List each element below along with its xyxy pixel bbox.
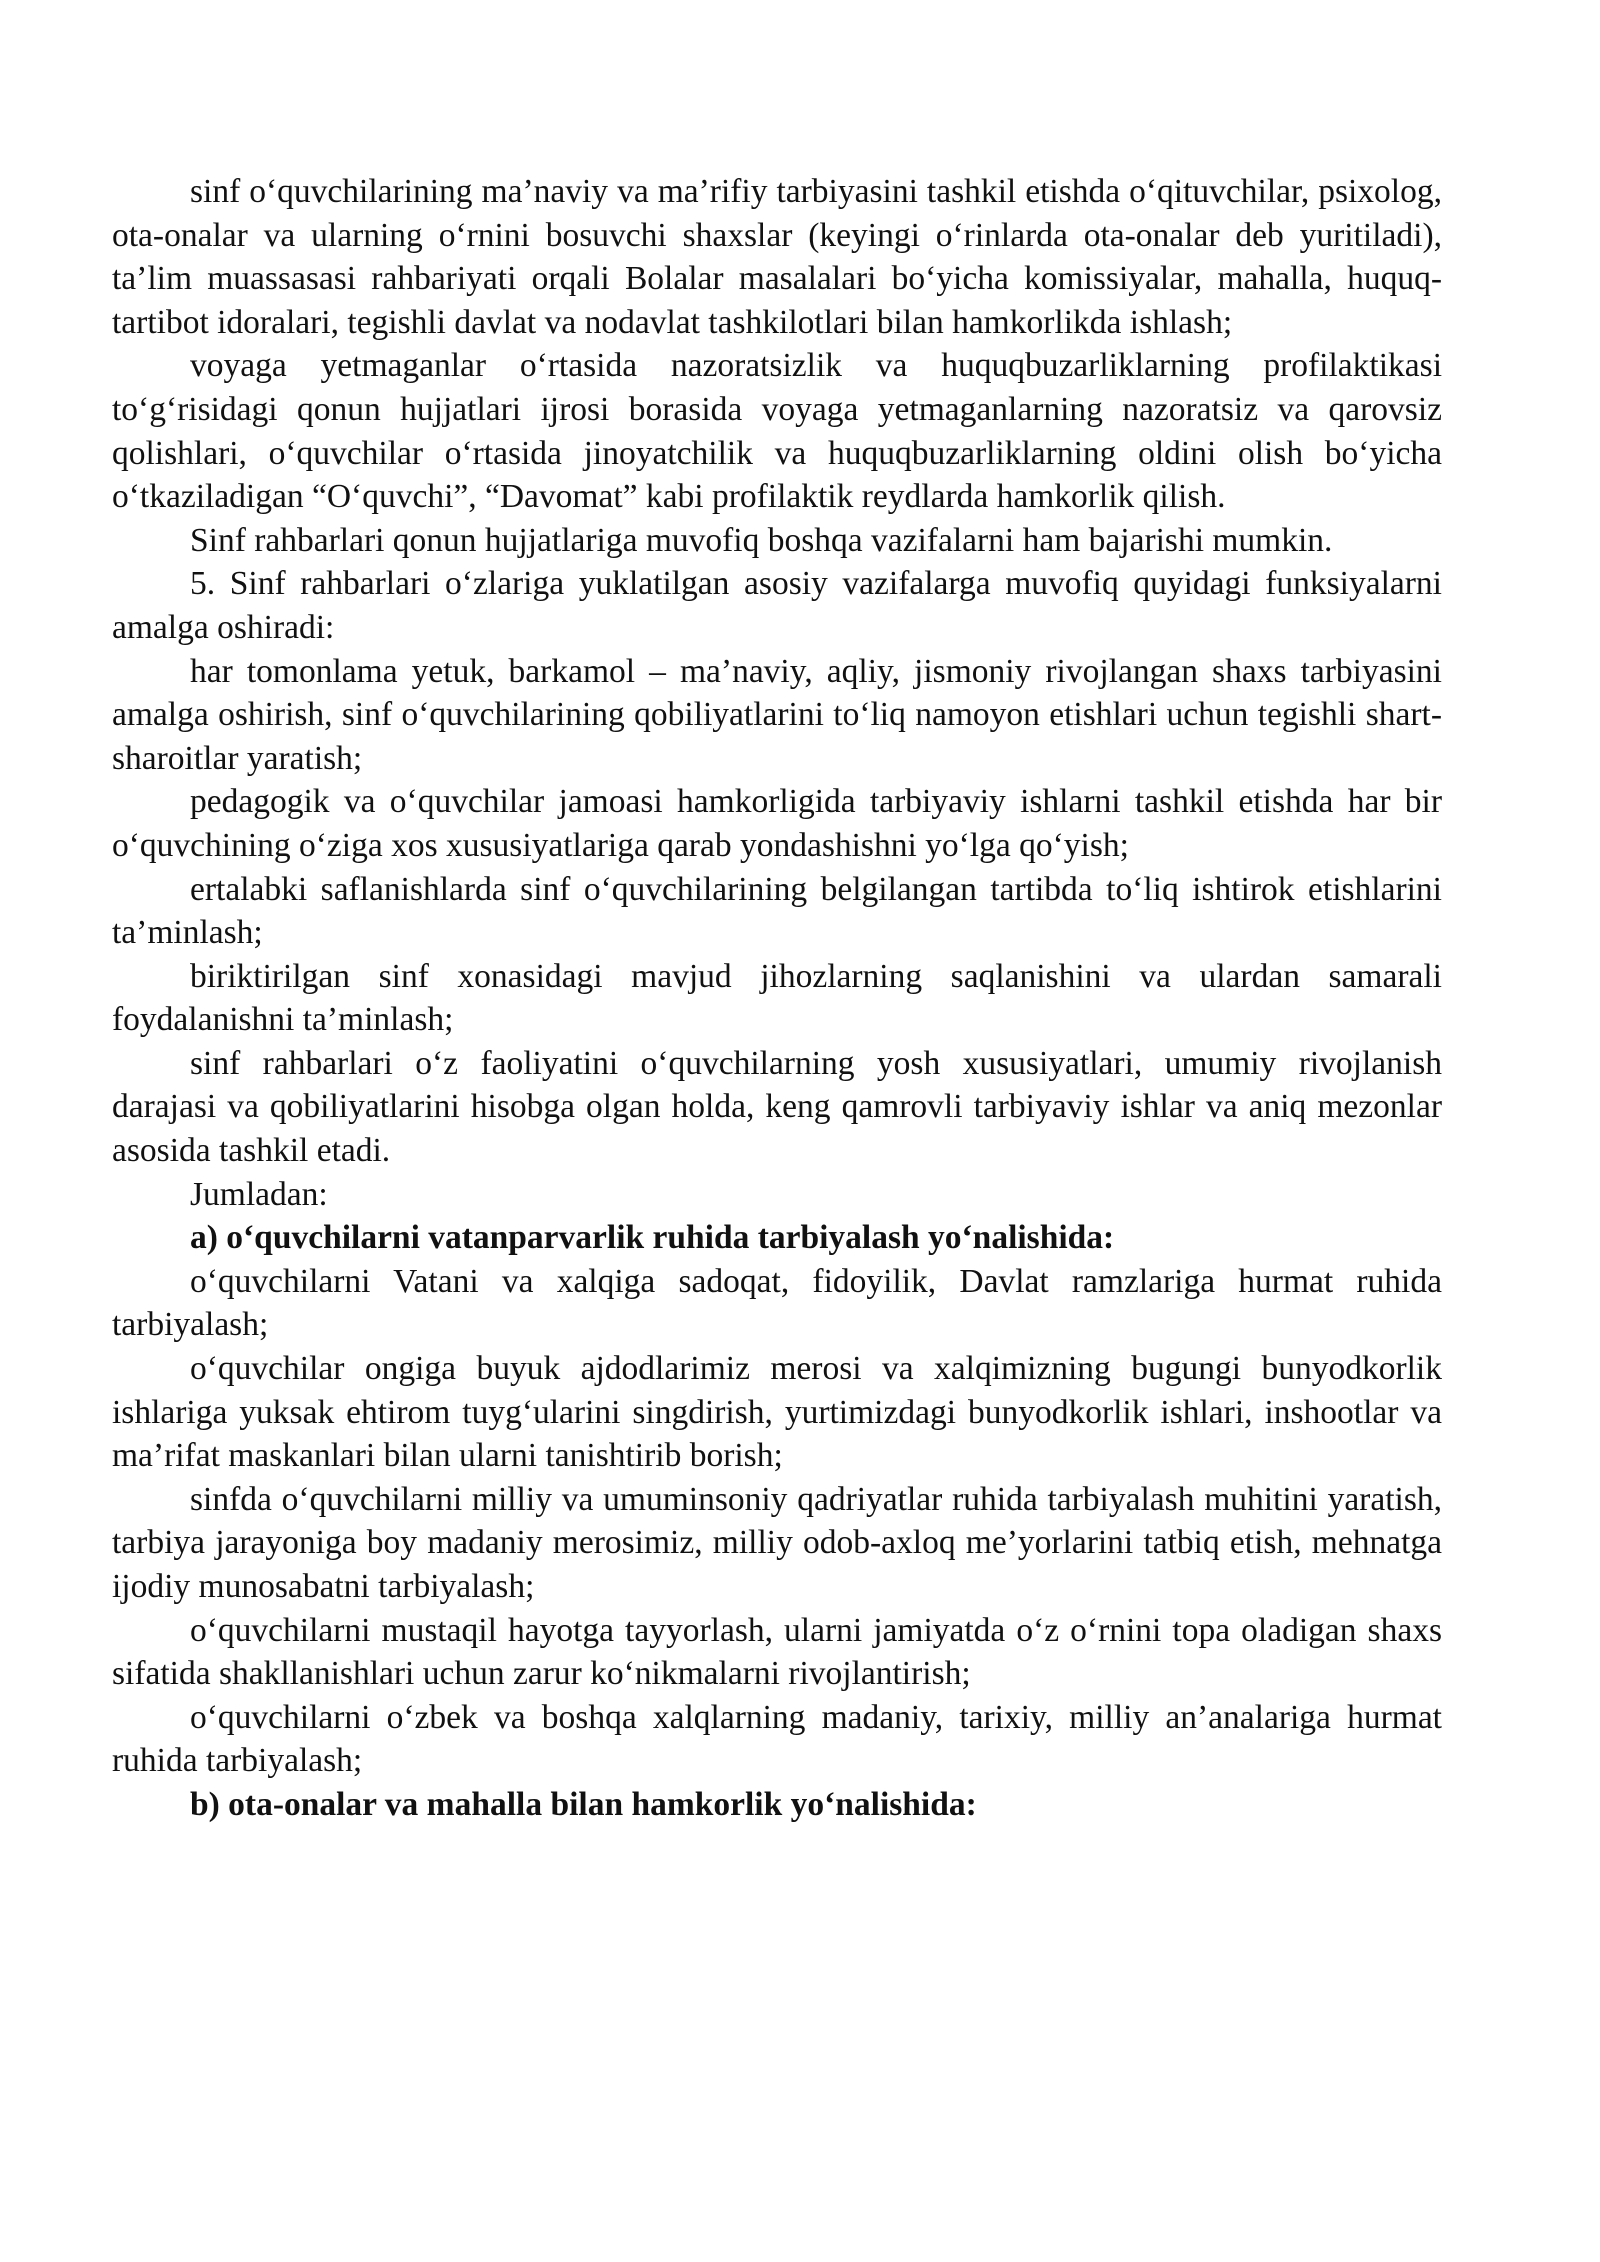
paragraph: biriktirilgan sinf xonasidagi mavjud jihozlarning saqlanishini va ulardan samarali foydalanishni ta’minlash; bbox=[112, 957, 1442, 1039]
paragraph: sinf rahbarlari o‘z faoliyatini o‘quvchilarning yosh xususiyatlari, umumiy rivojlanish darajasi va qobiliyatlarini hisobga olgan holda, keng qamrovli tarbiyaviy ishlar va aniq mezonlar asosida tashkil etadi. bbox=[112, 1044, 1442, 1170]
paragraph: Sinf rahbarlari qonun hujjatlariga muvofiq boshqa vazifalarni ham bajarishi mumkin. bbox=[190, 521, 1333, 559]
section-heading-a: a) o‘quvchilarni vatanparvarlik ruhida tarbiyalash yo‘nalishida: bbox=[190, 1219, 1115, 1257]
section-heading-b: b) ota-onalar va mahalla bilan hamkorlik yo‘nalishida: bbox=[190, 1785, 977, 1823]
paragraph: voyaga yetmaganlar o‘rtasida nazoratsizlik va huquqbuzarliklarning profilaktikasi to‘g‘risidagi qonun hujjatlari ijrosi borasida voyaga yetmaganlarning nazoratsiz va qarovsiz qolishlari, o‘quvchilar o‘rtasida jinoyatchilik va huquqbuzarliklarning oldini olish bo‘yicha o‘tkaziladigan “O‘quvchi”, “Davomat” kabi profilaktik reydlarda hamkorlik qilish. bbox=[112, 347, 1442, 516]
paragraph: har tomonlama yetuk, barkamol – ma’naviy, aqliy, jismoniy rivojlangan shaxs tarbiyasini amalga oshirish, sinf o‘quvchilarining qobiliyatlarini to‘liq namoyon etishlari uchun tegishli shart-sharoitlar yaratish; bbox=[112, 652, 1442, 777]
paragraph: pedagogik va o‘quvchilar jamoasi hamkorligida tarbiyaviy ishlarni tashkil etishda har bir o‘quvchining o‘ziga xos xususiyatlariga qarab yondashishni yo‘lga qo‘yish; bbox=[112, 783, 1442, 864]
paragraph: o‘quvchilarni o‘zbek va boshqa xalqlarning madaniy, tarixiy, milliy an’analariga hurmat ruhida tarbiyalash; bbox=[112, 1698, 1442, 1780]
paragraph: o‘quvchilar ongiga buyuk ajdodlarimiz merosi va xalqimizning bugungi bunyodkorlik ishlariga yuksak ehtirom tuyg‘ularini singdirish, yurtimizdagi bunyodkorlik ishlari, inshootlar va ma’rifat maskanlari bilan ularni tanishtirib borish; bbox=[112, 1350, 1442, 1475]
paragraph: sinf o‘quvchilarining ma’naviy va ma’rifiy tarbiyasini tashkil etishda o‘qituvchilar, psixolog, ota-onalar va ularning o‘rnini bosuvchi shaxslar (keyingi o‘rinlarda ota-onalar deb yuritiladi), ta’lim muassasasi rahbariyati orqali Bolalar masalalari bo‘yicha komissiyalar, mahalla, huquq-tartibot idoralari, tegishli davlat va nodavlat tashkilotlari bilan hamkorlikda ishlash; bbox=[112, 173, 1442, 341]
paragraph: o‘quvchilarni mustaqil hayotga tayyorlash, ularni jamiyatda o‘z o‘rnini topa oladigan shaxs sifatida shakllanishlari uchun zarur ko‘nikmalarni rivojlantirish; bbox=[112, 1611, 1442, 1693]
document-body bbox=[112, 170, 1442, 1827]
paragraph: sinfda o‘quvchilarni milliy va umuminsoniy qadriyatlar ruhida tarbiyalash muhitini yaratish, tarbiya jarayoniga boy madaniy merosimiz, milliy odob-axloq me’yorlarini tatbiq etish, mehnatga ijodiy munosabatni tarbiyalash; bbox=[112, 1480, 1442, 1605]
paragraph: Jumladan: bbox=[190, 1175, 328, 1213]
paragraph: 5. Sinf rahbarlari o‘zlariga yuklatilgan asosiy vazifalarga muvofiq quyidagi funksiyalarni amalga oshiradi: bbox=[112, 565, 1442, 646]
paragraph: o‘quvchilarni Vatani va xalqiga sadoqat, fidoyilik, Davlat ramzlariga hurmat ruhida tarbiyalash; bbox=[112, 1262, 1442, 1344]
paragraph: ertalabki saflanishlarda sinf o‘quvchilarining belgilangan tartibda to‘liq ishtirok etishlarini ta’minlash; bbox=[112, 870, 1442, 952]
